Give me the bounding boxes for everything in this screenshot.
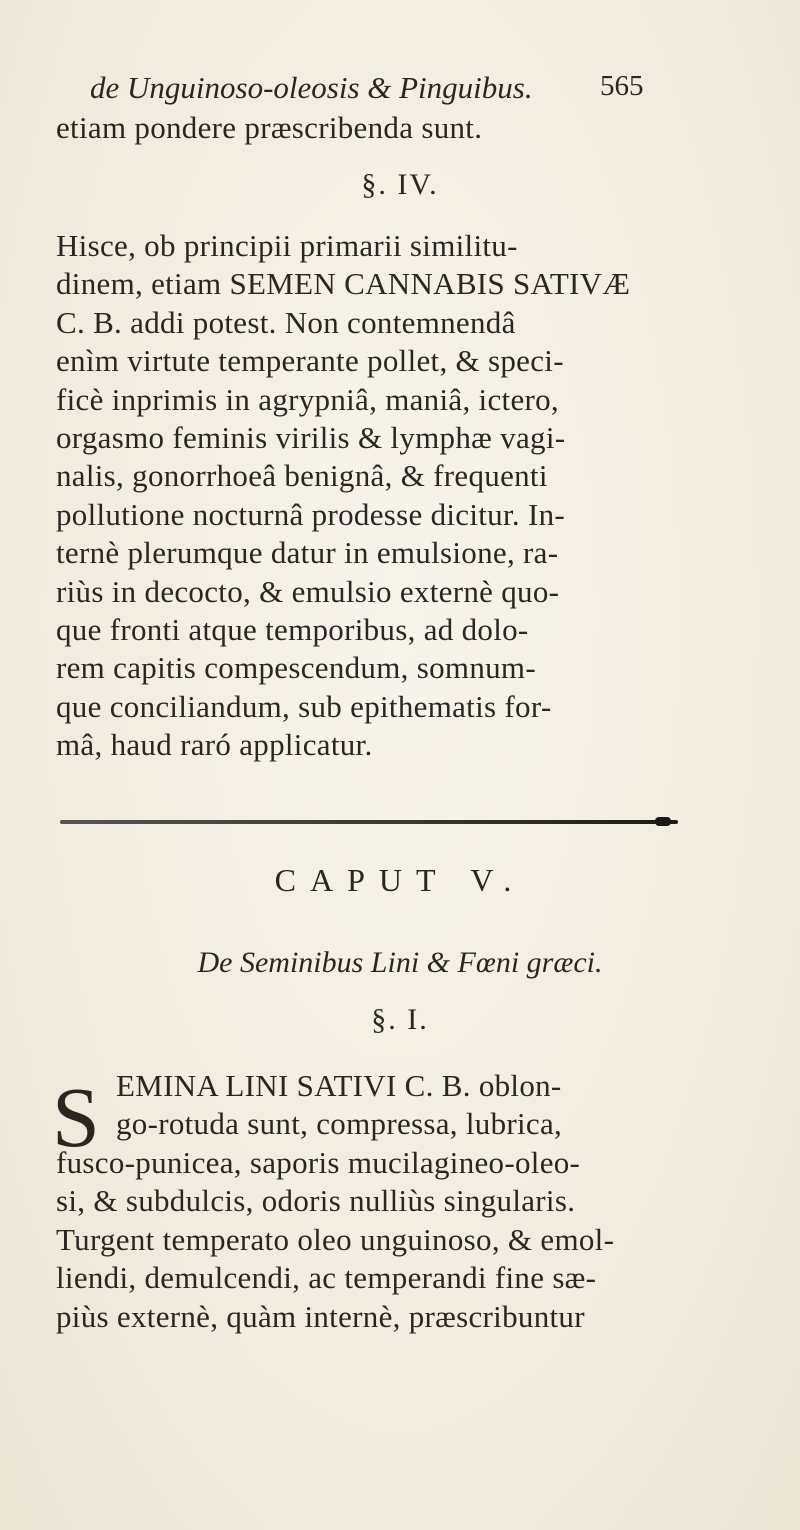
section-heading-i: §. I. [371, 1003, 429, 1036]
text-line: pollutione nocturnâ prodesse dicitur. In- [56, 496, 566, 532]
page-number: 565 [600, 70, 644, 102]
drop-capital: S [52, 1069, 100, 1165]
text-line: C. B. addi potest. Non contemnendâ [56, 304, 516, 340]
text-line: rem capitis compescendum, somnum- [56, 650, 536, 686]
text-line: que conciliandum, sub epithematis for- [56, 688, 552, 724]
text-line: liendi, demulcendi, ac temperandi fine sæ- [56, 1260, 597, 1296]
text-line: EMINA LINI SATIVI C. B. oblon- [116, 1068, 562, 1103]
text-line: ternè plerumque datur in emulsione, ra- [56, 535, 559, 571]
section-heading-iv: §. IV. [361, 168, 439, 201]
text-line: si, & subdulcis, odoris nulliùs singularis. [56, 1183, 576, 1219]
text-line: Hisce, ob principii primarii similitu- [56, 228, 518, 263]
text-line: enìm virtute temperante pollet, & speci- [56, 343, 564, 379]
running-title: de Unguinoso-oleosis & Pinguibus. [90, 70, 533, 105]
text-line: go-rotuda sunt, compressa, lubrica, [116, 1106, 563, 1142]
text-line: Turgent temperato oleo unguinoso, & emol- [56, 1221, 615, 1257]
text-line: fusco-punicea, saporis mucilagineo-oleo- [56, 1145, 581, 1180]
text-line: piùs externè, quàm internè, præscribuntur [56, 1298, 585, 1334]
text-line: orgasmo feminis virilis & lymphæ vagi- [56, 420, 566, 455]
text-line: ficè inprimis in agrypniâ, maniâ, ictero, [56, 381, 559, 417]
text-line: que fronti atque temporibus, ad dolo- [56, 612, 529, 647]
text-line: dinem, etiam SEMEN CANNABIS SATIVÆ [56, 266, 631, 302]
text-line: riùs in decocto, & emulsio externè quo- [56, 573, 560, 609]
chapter-title: De Seminibus Lini & Fœni græci. [197, 946, 603, 979]
text-line: nalis, gonorrhoeâ benignâ, & frequenti [56, 458, 548, 494]
divider-rule-end [655, 817, 671, 826]
section-divider-rule [60, 820, 678, 824]
text-line: mâ, haud raró applicatur. [56, 727, 373, 763]
chapter-heading: CAPUT V. [274, 862, 526, 898]
text-line: etiam pondere præscribenda sunt. [56, 110, 483, 145]
